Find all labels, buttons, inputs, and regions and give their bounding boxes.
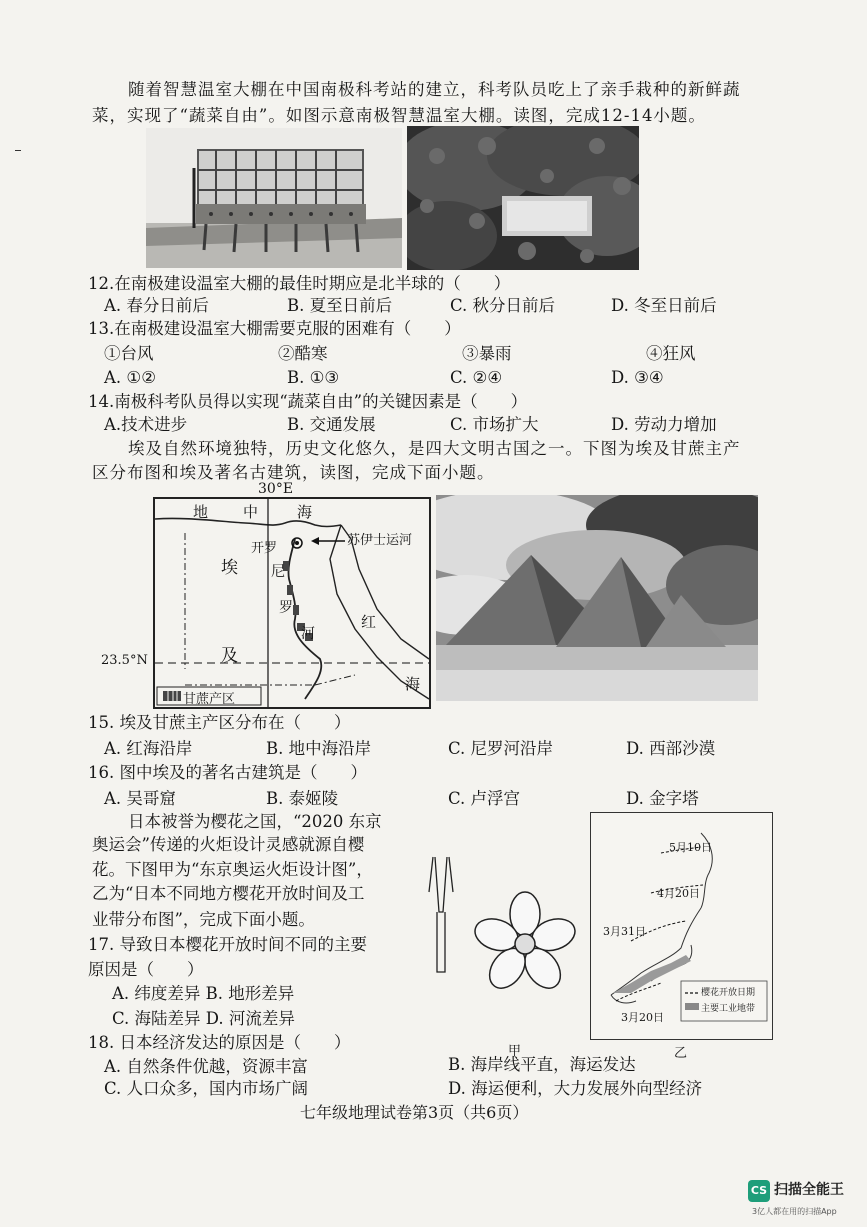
map-latitude-label: 23.5°N [101, 653, 148, 668]
intro-japan-line2: 奥运会”传递的火炬设计灵感就源自樱 [92, 835, 365, 854]
egypt-sugarcane-map [153, 497, 431, 709]
map-longitude-label: 30°E [258, 481, 294, 497]
q15-option-d: D. 西部沙漠 [626, 739, 716, 758]
pyramids-photo [436, 495, 758, 701]
q12-option-d: D. 冬至日前后 [611, 296, 717, 315]
intro-japan-line5: 业带分布图”，完成下面小题。 [92, 910, 315, 929]
intro-japan-line3: 花。下图甲为“东京奥运火炬设计图”， [92, 860, 373, 879]
q13-item-4: ④狂风 [646, 344, 696, 363]
q13-option-b: B. ①③ [287, 368, 340, 387]
q15-option-c: C. 尼罗河沿岸 [448, 739, 554, 758]
q12-stem: 12.在南极建设温室大棚的最佳时期应是北半球的（ ） [88, 274, 511, 293]
intro-egypt-line2: 区分布图和埃及著名古建筑，读图，完成下面小题。 [92, 463, 495, 482]
map-med-sea-2: 中 [243, 503, 259, 521]
japan-cherry-blossom-map [590, 812, 773, 1040]
q13-stem: 13.在南极建设温室大棚需要克服的困难有（ ） [88, 319, 461, 338]
japan-date-mar31: 3月31日 [603, 925, 646, 938]
intro-japan-line4: 乙为“日本不同地方樱花开放时间及工 [92, 884, 365, 903]
q14-option-d: D. 劳动力增加 [611, 415, 717, 434]
greenhouse-photo-exterior [146, 128, 402, 268]
q18-option-a: A. 自然条件优越，资源丰富 [104, 1057, 308, 1076]
q16-option-c: C. 卢浮宫 [448, 789, 521, 808]
map-nile-3: 河 [301, 626, 315, 642]
q17-stem-line2: 原因是（ ） [88, 960, 204, 979]
figure-label-yi: 乙 [674, 1046, 688, 1061]
q12-option-c: C. 秋分日前后 [450, 296, 556, 315]
figure-label-jia: 甲 [508, 1044, 522, 1059]
intro-japan-line1: 日本被誉为樱花之国，“2020 东京 [128, 812, 382, 831]
q16-option-b: B. 泰姬陵 [266, 789, 339, 808]
q12-option-b: B. 夏至日前后 [287, 296, 393, 315]
map-red-sea-1: 红 [361, 613, 377, 631]
q15-option-a: A. 红海沿岸 [104, 739, 193, 758]
map-red-sea-2: 海 [405, 675, 421, 693]
q18-option-c: C. 人口众多，国内市场广阔 [104, 1079, 309, 1098]
q18-option-b: B. 海岸线平直，海运发达 [448, 1055, 636, 1074]
q15-option-b: B. 地中海沿岸 [266, 739, 372, 758]
japan-date-may10: 5月10日 [669, 841, 712, 854]
camscanner-tagline: 3亿人都在用的扫描App [752, 1207, 837, 1216]
map-cairo: 开罗 [251, 541, 278, 556]
q15-stem: 15. 埃及甘蔗主产区分布在（ ） [88, 713, 351, 732]
map-nile-1: 尼 [271, 564, 285, 580]
greenhouse-photo-interior [407, 126, 639, 270]
q12-option-a: A. 春分日前后 [104, 296, 209, 315]
q16-stem: 16. 图中埃及的著名古建筑是（ ） [88, 763, 367, 782]
map-nile-2: 罗 [279, 600, 293, 616]
map-med-sea-3: 海 [297, 503, 313, 521]
q14-option-b: B. 交通发展 [287, 415, 376, 434]
japan-legend-bloom: 樱花开放日期 [701, 988, 756, 998]
map-egypt-2: 及 [221, 646, 238, 666]
torch-design-figure [425, 852, 585, 1012]
japan-legend-industry: 主要工业地带 [701, 1004, 756, 1014]
map-egypt-1: 埃 [221, 558, 238, 578]
q13-item-2: ②酷寒 [278, 344, 328, 363]
camscanner-logo-icon: CS [748, 1180, 770, 1202]
q16-option-d: D. 金字塔 [626, 789, 699, 808]
q14-option-c: C. 市场扩大 [450, 415, 539, 434]
q13-option-c: C. ②④ [450, 368, 503, 387]
map-med-sea-1: 地 [193, 503, 209, 521]
q13-option-d: D. ③④ [611, 368, 664, 387]
camscanner-name: 扫描全能王 [774, 1182, 844, 1198]
q16-option-a: A. 吴哥窟 [104, 789, 176, 808]
q13-item-1: ①台风 [104, 344, 154, 363]
japan-date-apr20: 4月20日 [657, 887, 700, 900]
q17-options-row1: A. 纬度差异 B. 地形差异 [112, 984, 295, 1003]
japan-date-mar20: 3月20日 [621, 1011, 664, 1024]
q14-stem: 14.南极科考队员得以实现“蔬菜自由”的关键因素是（ ） [88, 392, 528, 411]
map-suez-canal: 苏伊士运河 [347, 533, 413, 548]
q17-stem-line1: 17. 导致日本樱花开放时间不同的主要 [88, 935, 367, 954]
q17-options-row2: C. 海陆差异 D. 河流差异 [112, 1009, 295, 1028]
margin-mark [15, 150, 21, 151]
q18-option-d: D. 海运便利，大力发展外向型经济 [448, 1079, 703, 1098]
intro-greenhouse-line2: 菜，实现了“蔬菜自由”。如图示意南极智慧温室大棚。读图，完成12-14小题。 [92, 106, 706, 125]
page-footer: 七年级地理试卷第3页（共6页） [300, 1103, 529, 1122]
q14-option-a: A.技术进步 [104, 415, 188, 434]
intro-egypt-line1: 埃及自然环境独特，历史文化悠久，是四大文明古国之一。下图为埃及甘蔗主产 [128, 439, 741, 458]
q13-item-3: ③暴雨 [462, 344, 512, 363]
intro-greenhouse-line1: 随着智慧温室大棚在中国南极科考站的建立，科考队员吃上了亲手栽种的新鲜蔬 [128, 80, 741, 99]
q18-stem: 18. 日本经济发达的原因是（ ） [88, 1033, 351, 1052]
q13-option-a: A. ①② [104, 368, 156, 387]
map-legend-label: 甘蔗产区 [183, 692, 236, 707]
